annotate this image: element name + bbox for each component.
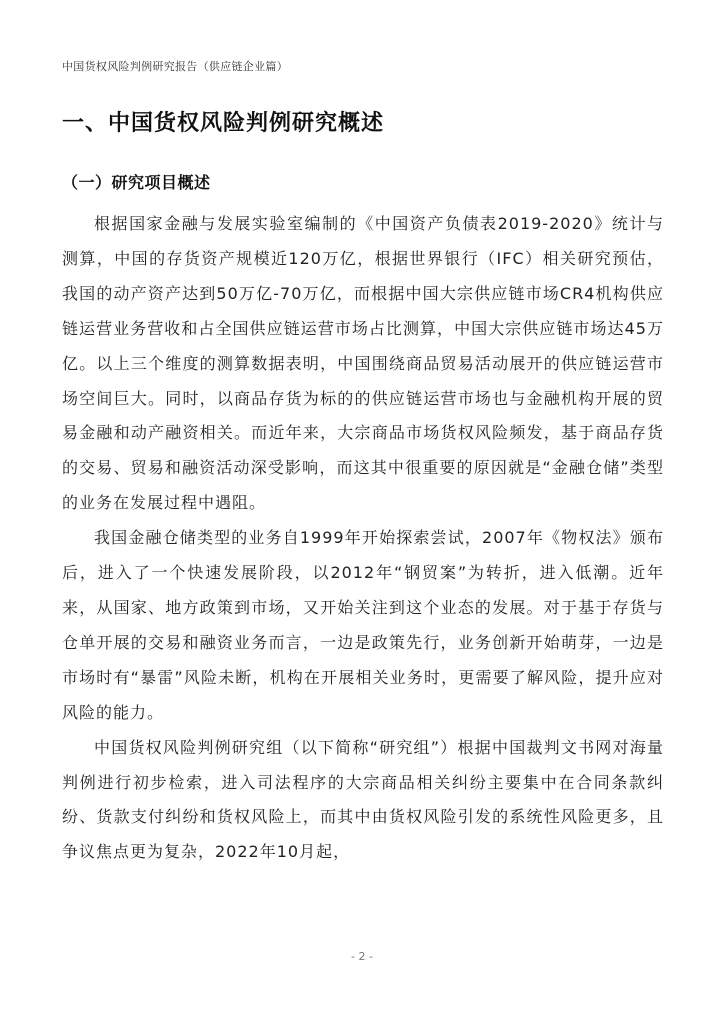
running-header: 中国货权风险判例研究报告（供应链企业篇） — [62, 60, 288, 73]
paragraph-2: 我国金融仓储类型的业务自1999年开始探索尝试，2007年《物权法》颁布后，进入了一个快速发展阶段，以2012年“钢贸案”为转折，进入低潮。近年来，从国家、地方政策到市场，又开始关注到这个业态的发展。对于基于存货与仓单开展的交易和融资业务而言，一边是政策先行，业务创新开始萌芽，一边是市场时有“暴雷”风险未断，机构在开展相关业务时，更需要了解风险，提升应对风险的能力。 — [62, 528, 664, 722]
paragraph-1: 根据国家金融与发展实验室编制的《中国资产负债表2019-2020》统计与测算，中国的存货资产规模近120万亿，根据世界银行（IFC）相关研究预估，我国的动产资产达到50万亿-70万亿，而根据中国大宗供应链市场CR4机构供应链运营业务营收和占全国供应链运营市场占比测算，中国大宗供应链市场达45万亿。以上三个维度的测算数据表明，中国围绕商品贸易活动展开的供应链运营市场空间巨大。同时，以商品存货为标的的供应链运营市场也与金融机构开展的贸易金融和动产融资相关。而近年来，大宗商品市场货权风险频发，基于商品存货的交易、贸易和融资活动深受影响，而这其中很重要的原因就是“金融仓储”类型的业务在发展过程中遇阻。 — [62, 214, 664, 513]
page-number: - 2 - — [351, 950, 373, 963]
paragraph-3: 中国货权风险判例研究组（以下简称“研究组”）根据中国裁判文书网对海量判例进行初步检索，进入司法程序的大宗商品相关纠纷主要集中在合同条款纠纷、货款支付纠纷和货权风险上，而其中由货权风险引发的系统性风险更多，且争议焦点更为复杂，2022年10月起， — [62, 737, 664, 862]
subsection-heading: （一）研究项目概述 — [62, 173, 211, 192]
section-heading: 一、中国货权风险判例研究概述 — [62, 111, 385, 136]
body-text — [62, 207, 664, 870]
